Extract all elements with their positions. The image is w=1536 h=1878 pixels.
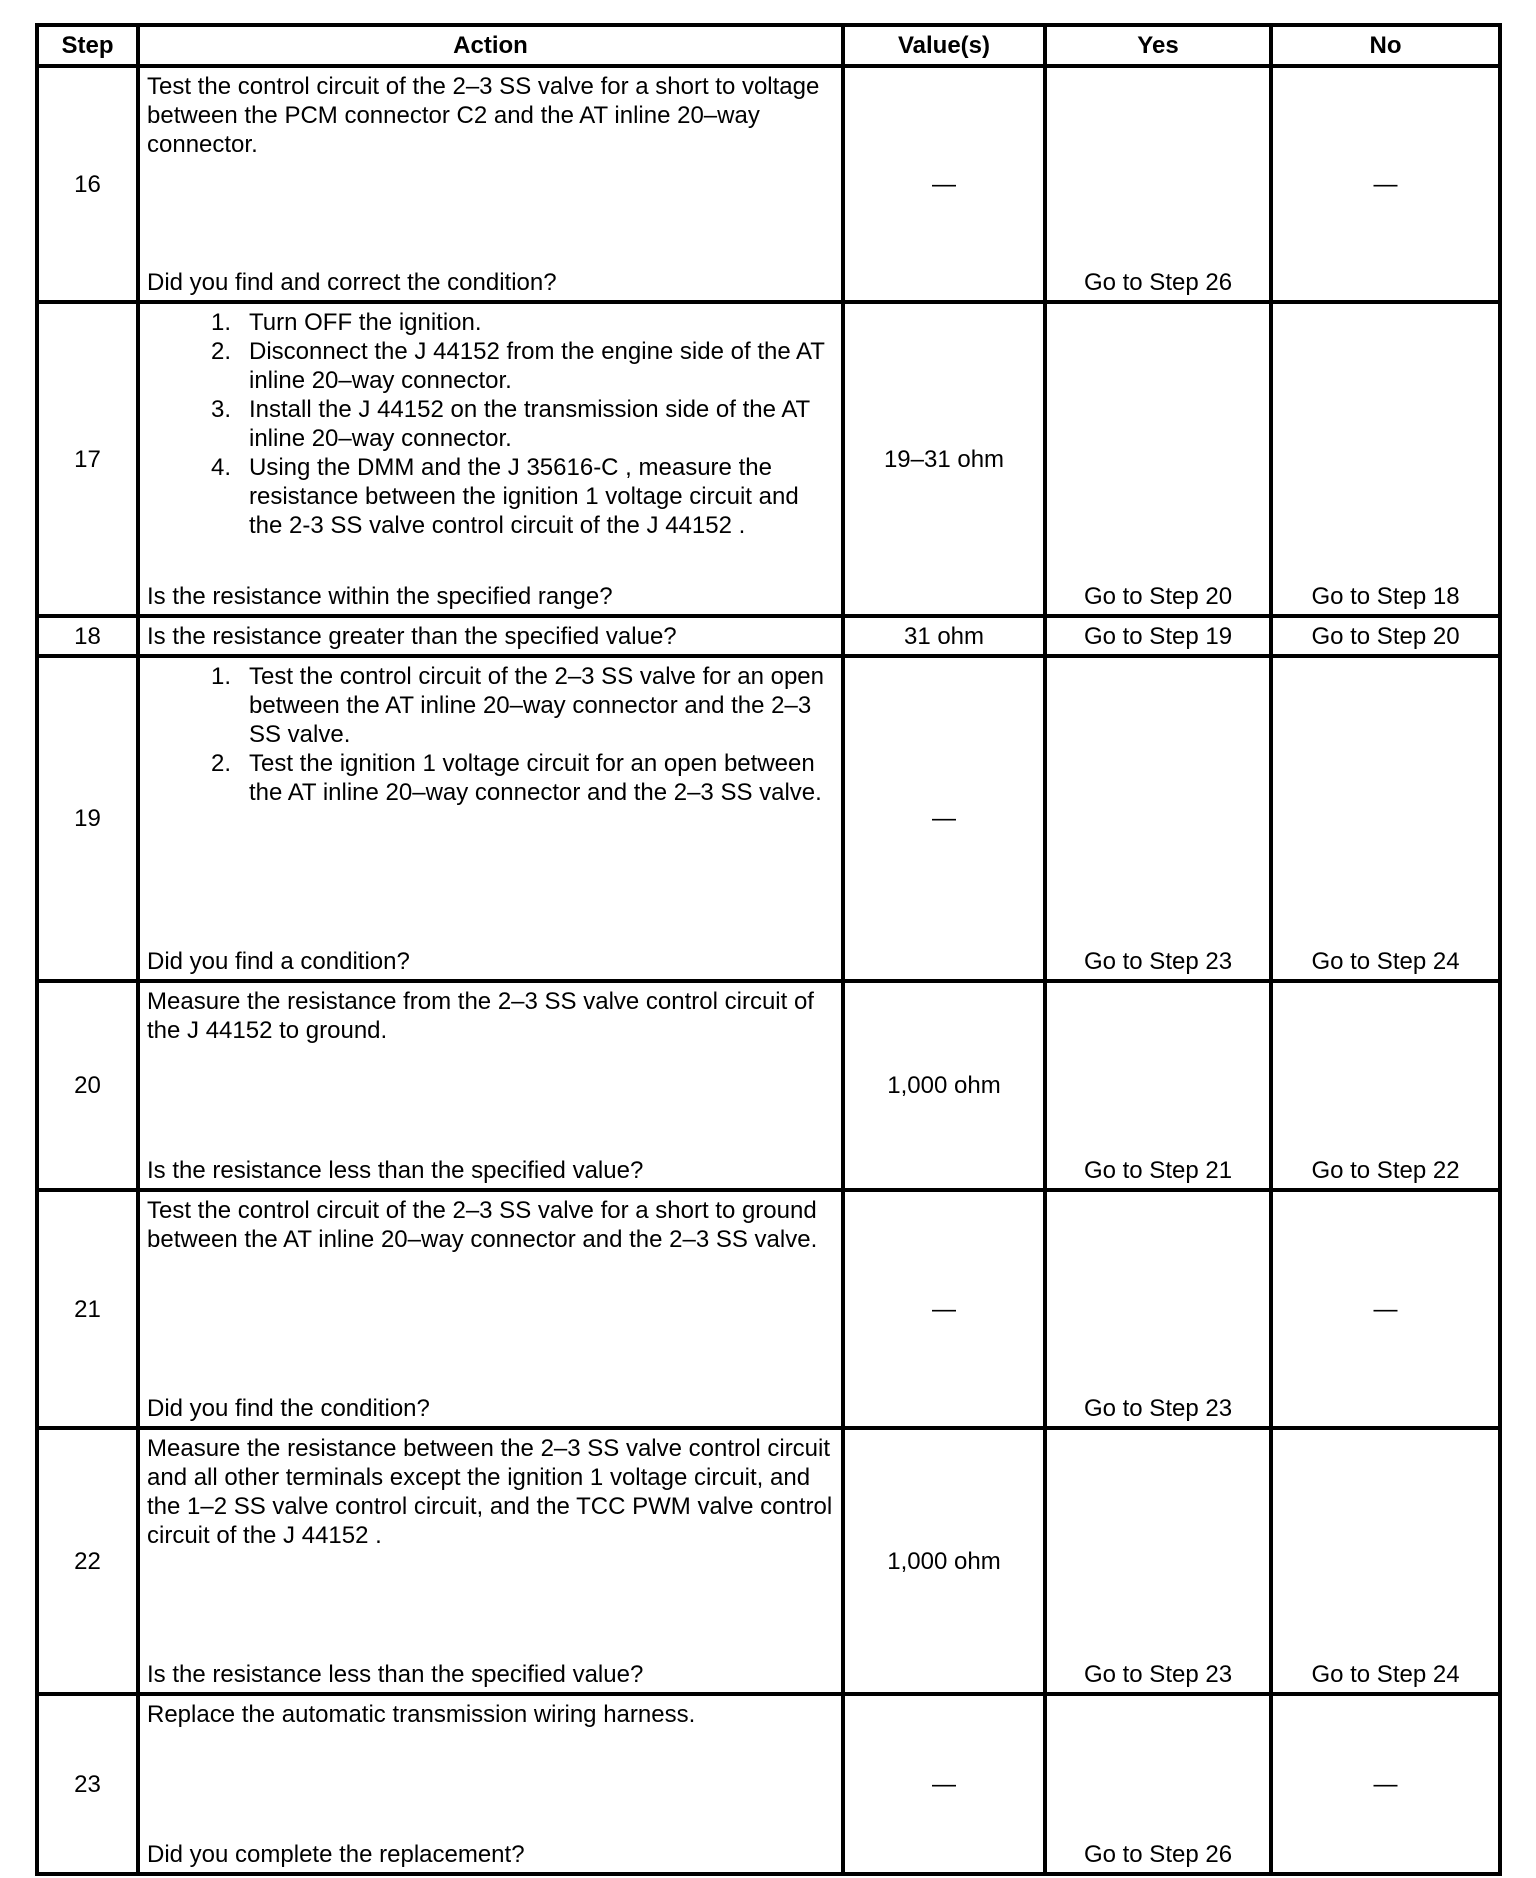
list-item: 2. Disconnect the J 44152 from the engine side of the AT inline 20–way connector. [210,338,825,394]
action-text: Test the control circuit of the 2–3 SS valve for a short to ground between the AT inline 20–way connector and the 2–3 SS valve. [147,1197,818,1253]
yes-link[interactable]: Go to Step 19 [1045,616,1271,656]
list-item: 2. Test the ignition 1 voltage circuit for an open between the AT inline 20–way connector and the 2–3 SS valve. [210,750,822,806]
action-steps-list [147,662,833,807]
header-step: Step [37,25,138,66]
action-question: Did you find and correct the condition? [147,269,557,296]
yes-link[interactable]: Go to Step 23 [1083,1395,1233,1422]
value-cell: — [843,1190,1045,1428]
action-text: Measure the resistance between the 2–3 SS valve control circuit and all other terminals except the ignition 1 voltage circuit, and the 1–2 SS valve control circuit, and the TCC PWM valve control circuit of the J 44152 . [147,1435,833,1549]
step-number: 23 [37,1694,138,1874]
yes-link[interactable]: Go to Step 23 [1083,1661,1233,1688]
table-row [37,302,1500,616]
list-item: 1. Test the control circuit of the 2–3 SS valve for an open between the AT inline 20–way connector and the 2–3 SS valve. [210,663,824,748]
action-question: Did you find the condition? [147,1395,430,1422]
table-row [37,1190,1500,1428]
table-row [37,656,1500,981]
list-item: 4. Using the DMM and the J 35616-C , measure the resistance between the ignition 1 voltage circuit and the 2-3 SS valve control circuit of the J 44152 . [210,454,799,539]
table-row [37,66,1500,302]
value-cell: 1,000 ohm [843,1428,1045,1694]
no-link[interactable]: Go to Step 24 [1311,948,1460,975]
no-cell: — [1271,1694,1500,1874]
yes-link[interactable]: Go to Step 20 [1083,583,1233,610]
no-cell [1271,302,1500,616]
diagnostic-table-container [35,23,1502,1876]
no-cell [1271,656,1500,981]
action-steps-list [147,308,833,540]
value-cell: — [843,656,1045,981]
yes-link[interactable]: Go to Step 23 [1083,948,1233,975]
yes-cell [1045,66,1271,302]
header-yes: Yes [1045,25,1271,66]
action-cell [138,302,843,616]
action-cell [138,1190,843,1428]
no-cell: — [1271,1190,1500,1428]
action-text: Test the control circuit of the 2–3 SS valve for a short to voltage between the PCM connector C2 and the AT inline 20–way connector. [147,73,820,158]
action-text: Replace the automatic transmission wiring harness. [147,1701,696,1728]
table-row [37,981,1500,1190]
list-item: 3. Install the J 44152 on the transmission side of the AT inline 20–way connector. [210,396,810,452]
action-cell [138,981,843,1190]
yes-cell [1045,981,1271,1190]
value-cell: 31 ohm [843,616,1045,656]
action-cell [138,656,843,981]
yes-cell [1045,1428,1271,1694]
header-no: No [1271,25,1500,66]
action-text: Measure the resistance from the 2–3 SS valve control circuit of the J 44152 to ground. [147,988,814,1044]
yes-cell [1045,302,1271,616]
action-cell [138,1428,843,1694]
table-row [37,1694,1500,1874]
header-values: Value(s) [843,25,1045,66]
action-question: Is the resistance greater than the specified value? [138,616,843,656]
action-question: Is the resistance less than the specified value? [147,1661,644,1688]
action-question: Is the resistance within the specified range? [147,583,613,610]
yes-link[interactable]: Go to Step 21 [1083,1157,1233,1184]
step-number: 16 [37,66,138,302]
step-number: 21 [37,1190,138,1428]
yes-cell [1045,1694,1271,1874]
yes-cell [1045,1190,1271,1428]
table-row [37,616,1500,656]
value-cell: 19–31 ohm [843,302,1045,616]
table-row [37,1428,1500,1694]
no-link[interactable]: Go to Step 18 [1311,583,1460,610]
action-question: Did you find a condition? [147,948,410,975]
value-cell: — [843,1694,1045,1874]
action-question: Did you complete the replacement? [147,1841,525,1868]
no-link[interactable]: Go to Step 22 [1311,1157,1460,1184]
step-number: 20 [37,981,138,1190]
step-number: 22 [37,1428,138,1694]
action-question: Is the resistance less than the specified value? [147,1157,644,1184]
action-cell [138,1694,843,1874]
no-cell [1271,981,1500,1190]
header-row [37,25,1500,66]
yes-link[interactable]: Go to Step 26 [1083,269,1233,296]
value-cell: — [843,66,1045,302]
step-number: 17 [37,302,138,616]
no-cell: — [1271,66,1500,302]
yes-link[interactable]: Go to Step 26 [1083,1841,1233,1868]
no-link[interactable]: Go to Step 24 [1311,1661,1460,1688]
header-action: Action [138,25,843,66]
step-number: 18 [37,616,138,656]
no-link[interactable]: Go to Step 20 [1271,616,1500,656]
diagnostic-table [35,23,1502,1876]
action-cell [138,66,843,302]
no-cell [1271,1428,1500,1694]
yes-cell [1045,656,1271,981]
list-item: 1. Turn OFF the ignition. [210,309,482,336]
step-number: 19 [37,656,138,981]
value-cell: 1,000 ohm [843,981,1045,1190]
